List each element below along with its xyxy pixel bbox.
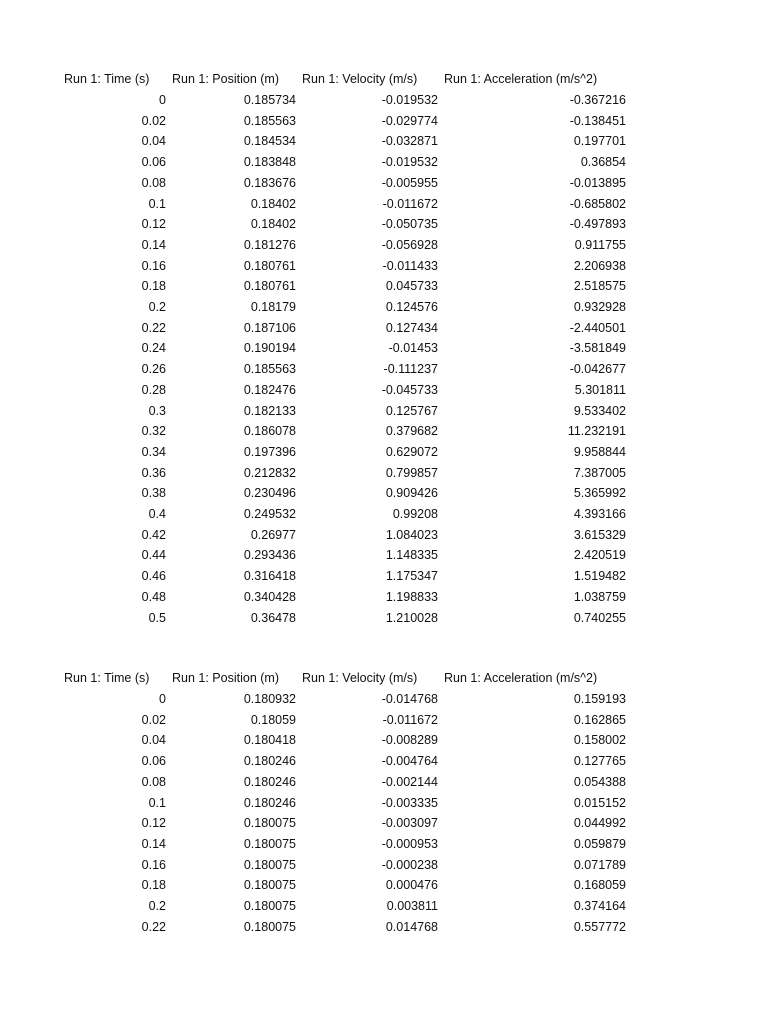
cell-acceleration: 0.374164 bbox=[573, 899, 626, 914]
cell-acceleration: 7.387005 bbox=[573, 465, 626, 480]
cell-time: 0 bbox=[159, 692, 166, 706]
cell-time: 0.5 bbox=[148, 610, 166, 625]
table-row bbox=[60, 111, 628, 132]
cell-position: 0.180075 bbox=[243, 899, 296, 914]
data-table-run-1b bbox=[60, 668, 628, 937]
cell-velocity: 0.799857 bbox=[385, 465, 438, 480]
cell-acceleration: 1.519482 bbox=[573, 569, 626, 584]
cell-position: 0.340428 bbox=[243, 589, 296, 604]
cell-acceleration: 0.159193 bbox=[573, 692, 626, 706]
cell-velocity: -0.01453 bbox=[388, 341, 438, 356]
cell-velocity: -0.011672 bbox=[382, 712, 438, 727]
table-row bbox=[60, 483, 628, 504]
cell-time: 0.08 bbox=[141, 175, 166, 190]
cell-velocity: -0.008289 bbox=[381, 733, 438, 748]
cell-time: 0.06 bbox=[141, 155, 166, 170]
cell-time: 0.04 bbox=[141, 134, 166, 149]
table-row bbox=[60, 917, 628, 938]
cell-position: 0.230496 bbox=[243, 486, 296, 501]
cell-velocity: -0.011672 bbox=[382, 196, 438, 211]
cell-position: 0.186078 bbox=[243, 424, 296, 439]
column-header-velocity: Run 1: Velocity (m/s) bbox=[302, 671, 418, 685]
cell-time: 0.22 bbox=[141, 919, 166, 934]
cell-velocity: -0.003335 bbox=[381, 795, 438, 810]
cell-acceleration: 0.740255 bbox=[573, 610, 626, 625]
cell-acceleration: 0.36854 bbox=[580, 155, 626, 170]
cell-velocity: -0.005955 bbox=[381, 175, 438, 190]
cell-time: 0.46 bbox=[141, 569, 166, 584]
cell-position: 0.180075 bbox=[243, 857, 296, 872]
cell-acceleration: 0.197701 bbox=[573, 134, 626, 149]
cell-acceleration: 0.162865 bbox=[573, 712, 626, 727]
cell-time: 0.14 bbox=[141, 237, 166, 252]
table-row bbox=[60, 566, 628, 587]
cell-acceleration: 0.054388 bbox=[573, 774, 626, 789]
column-header-time: Run 1: Time (s) bbox=[64, 72, 150, 86]
cell-time: 0.26 bbox=[141, 362, 166, 377]
column-header-position: Run 1: Position (m) bbox=[172, 72, 279, 86]
cell-position: 0.187106 bbox=[243, 320, 296, 335]
table-row bbox=[60, 194, 628, 215]
table-row bbox=[60, 380, 628, 401]
cell-position: 0.180246 bbox=[243, 774, 296, 789]
cell-acceleration: -0.367216 bbox=[569, 93, 626, 107]
table-body bbox=[60, 90, 628, 628]
cell-acceleration: -2.440501 bbox=[569, 320, 626, 335]
cell-acceleration: 9.958844 bbox=[573, 444, 626, 459]
cell-velocity: -0.045733 bbox=[381, 382, 438, 397]
cell-time: 0.28 bbox=[141, 382, 166, 397]
cell-time: 0.1 bbox=[148, 196, 166, 211]
table-row bbox=[60, 276, 628, 297]
table-row bbox=[60, 401, 628, 422]
cell-velocity: 0.629072 bbox=[385, 444, 438, 459]
table-row bbox=[60, 359, 628, 380]
cell-velocity: 1.210028 bbox=[385, 610, 438, 625]
table-header bbox=[60, 668, 628, 689]
cell-position: 0.182133 bbox=[243, 403, 296, 418]
cell-velocity: -0.000953 bbox=[381, 836, 438, 851]
cell-acceleration: -3.581849 bbox=[569, 341, 626, 356]
cell-acceleration: 2.518575 bbox=[573, 279, 626, 294]
cell-time: 0.12 bbox=[141, 816, 166, 831]
cell-acceleration: 2.420519 bbox=[573, 548, 626, 563]
cell-velocity: -0.032871 bbox=[381, 134, 438, 149]
cell-velocity: -0.056928 bbox=[381, 237, 438, 252]
cell-acceleration: 4.393166 bbox=[573, 507, 626, 522]
cell-position: 0.180246 bbox=[243, 795, 296, 810]
column-header-time: Run 1: Time (s) bbox=[64, 671, 150, 685]
cell-time: 0.1 bbox=[148, 795, 166, 810]
cell-position: 0.183848 bbox=[243, 155, 296, 170]
cell-acceleration: 0.168059 bbox=[573, 878, 626, 893]
column-header-velocity: Run 1: Velocity (m/s) bbox=[302, 72, 418, 86]
cell-time: 0.18 bbox=[141, 878, 166, 893]
cell-acceleration: 0.071789 bbox=[573, 857, 626, 872]
cell-velocity: 1.175347 bbox=[385, 569, 438, 584]
cell-position: 0.197396 bbox=[243, 444, 296, 459]
cell-time: 0.38 bbox=[141, 486, 166, 501]
cell-velocity: 1.148335 bbox=[385, 548, 438, 563]
cell-position: 0.212832 bbox=[243, 465, 296, 480]
cell-velocity: 0.125767 bbox=[385, 403, 438, 418]
cell-time: 0.16 bbox=[141, 857, 166, 872]
table-row bbox=[60, 772, 628, 793]
cell-velocity: -0.014768 bbox=[381, 692, 438, 706]
table-row bbox=[60, 545, 628, 566]
cell-position: 0.180075 bbox=[243, 878, 296, 893]
cell-time: 0.06 bbox=[141, 754, 166, 769]
table-row bbox=[60, 318, 628, 339]
cell-time: 0.36 bbox=[141, 465, 166, 480]
cell-time: 0.12 bbox=[141, 217, 166, 232]
cell-position: 0.180246 bbox=[243, 754, 296, 769]
cell-velocity: -0.050735 bbox=[381, 217, 438, 232]
cell-acceleration: 0.015152 bbox=[573, 795, 626, 810]
cell-velocity: 1.084023 bbox=[385, 527, 438, 542]
cell-time: 0.08 bbox=[141, 774, 166, 789]
table-row bbox=[60, 173, 628, 194]
table-row bbox=[60, 793, 628, 814]
cell-acceleration: -0.138451 bbox=[569, 113, 626, 128]
cell-time: 0.32 bbox=[141, 424, 166, 439]
cell-velocity: -0.000238 bbox=[381, 857, 438, 872]
table-row bbox=[60, 504, 628, 525]
cell-position: 0.180418 bbox=[243, 733, 296, 748]
cell-position: 0.293436 bbox=[243, 548, 296, 563]
cell-position: 0.185563 bbox=[243, 362, 296, 377]
cell-time: 0 bbox=[159, 93, 166, 107]
cell-acceleration: -0.685802 bbox=[569, 196, 626, 211]
table-body bbox=[60, 689, 628, 937]
table-header bbox=[60, 69, 628, 90]
cell-velocity: -0.029774 bbox=[381, 113, 438, 128]
cell-position: 0.180075 bbox=[243, 919, 296, 934]
table-row bbox=[60, 338, 628, 359]
cell-acceleration: 11.232191 bbox=[567, 424, 626, 439]
cell-acceleration: 2.206938 bbox=[573, 258, 626, 273]
cell-position: 0.185563 bbox=[243, 113, 296, 128]
cell-velocity: 0.003811 bbox=[386, 899, 438, 914]
table-row bbox=[60, 608, 628, 629]
table-row bbox=[60, 710, 628, 731]
cell-velocity: -0.002144 bbox=[381, 774, 438, 789]
cell-time: 0.18 bbox=[141, 279, 166, 294]
cell-time: 0.2 bbox=[148, 300, 166, 315]
cell-time: 0.42 bbox=[141, 527, 166, 542]
table-row bbox=[60, 90, 628, 111]
cell-time: 0.02 bbox=[141, 712, 166, 727]
cell-time: 0.34 bbox=[141, 444, 166, 459]
cell-acceleration: 0.127765 bbox=[573, 754, 626, 769]
cell-acceleration: 0.044992 bbox=[573, 816, 626, 831]
cell-position: 0.180761 bbox=[243, 279, 296, 294]
cell-acceleration: 0.557772 bbox=[573, 919, 626, 934]
cell-position: 0.18402 bbox=[250, 217, 296, 232]
cell-position: 0.316418 bbox=[243, 569, 296, 584]
cell-velocity: -0.011433 bbox=[382, 258, 438, 273]
column-header-acceleration: Run 1: Acceleration (m/s^2) bbox=[444, 671, 598, 685]
cell-time: 0.02 bbox=[141, 113, 166, 128]
cell-acceleration: -0.042677 bbox=[569, 362, 626, 377]
cell-position: 0.180075 bbox=[243, 836, 296, 851]
cell-position: 0.26977 bbox=[250, 527, 296, 542]
cell-acceleration: -0.013895 bbox=[569, 175, 626, 190]
cell-time: 0.4 bbox=[148, 507, 166, 522]
cell-position: 0.185734 bbox=[243, 93, 296, 107]
cell-velocity: 0.99208 bbox=[392, 507, 438, 522]
cell-position: 0.183676 bbox=[243, 175, 296, 190]
cell-acceleration: 0.911755 bbox=[574, 237, 626, 252]
table-row bbox=[60, 525, 628, 546]
table-row bbox=[60, 896, 628, 917]
table-row bbox=[60, 421, 628, 442]
table-row bbox=[60, 751, 628, 772]
cell-position: 0.18179 bbox=[250, 300, 296, 315]
cell-velocity: 0.127434 bbox=[385, 320, 438, 335]
header-row bbox=[60, 668, 628, 689]
cell-acceleration: 0.932928 bbox=[573, 300, 626, 315]
cell-time: 0.3 bbox=[148, 403, 166, 418]
cell-time: 0.24 bbox=[141, 341, 166, 356]
table-row bbox=[60, 297, 628, 318]
cell-position: 0.180761 bbox=[243, 258, 296, 273]
column-header-acceleration: Run 1: Acceleration (m/s^2) bbox=[444, 72, 598, 86]
table-row bbox=[60, 131, 628, 152]
table-row bbox=[60, 855, 628, 876]
table-row bbox=[60, 875, 628, 896]
cell-time: 0.44 bbox=[141, 548, 166, 563]
cell-time: 0.22 bbox=[141, 320, 166, 335]
table-row bbox=[60, 689, 628, 710]
cell-position: 0.182476 bbox=[243, 382, 296, 397]
table-row bbox=[60, 834, 628, 855]
cell-acceleration: 5.301811 bbox=[574, 382, 626, 397]
cell-velocity: 0.124576 bbox=[385, 300, 438, 315]
cell-acceleration: -0.497893 bbox=[569, 217, 626, 232]
cell-position: 0.36478 bbox=[250, 610, 296, 625]
cell-velocity: -0.111237 bbox=[383, 362, 438, 377]
cell-acceleration: 0.059879 bbox=[573, 836, 626, 851]
table-row bbox=[60, 463, 628, 484]
cell-velocity: -0.019532 bbox=[381, 93, 438, 107]
cell-time: 0.48 bbox=[141, 589, 166, 604]
cell-acceleration: 5.365992 bbox=[573, 486, 626, 501]
cell-time: 0.14 bbox=[141, 836, 166, 851]
cell-position: 0.249532 bbox=[243, 507, 296, 522]
table-row bbox=[60, 730, 628, 751]
table-row bbox=[60, 587, 628, 608]
table-row bbox=[60, 256, 628, 277]
cell-velocity: -0.019532 bbox=[381, 155, 438, 170]
cell-acceleration: 0.158002 bbox=[573, 733, 626, 748]
cell-position: 0.180932 bbox=[243, 692, 296, 706]
cell-velocity: -0.003097 bbox=[381, 816, 438, 831]
cell-velocity: 0.909426 bbox=[385, 486, 438, 501]
cell-position: 0.18059 bbox=[250, 712, 296, 727]
cell-acceleration: 3.615329 bbox=[573, 527, 626, 542]
cell-time: 0.2 bbox=[148, 899, 166, 914]
column-header-position: Run 1: Position (m) bbox=[172, 671, 279, 685]
cell-acceleration: 9.533402 bbox=[573, 403, 626, 418]
table-row bbox=[60, 813, 628, 834]
cell-time: 0.16 bbox=[141, 258, 166, 273]
cell-time: 0.04 bbox=[141, 733, 166, 748]
table-row bbox=[60, 235, 628, 256]
cell-velocity: 0.379682 bbox=[385, 424, 438, 439]
cell-position: 0.184534 bbox=[243, 134, 296, 149]
table-row bbox=[60, 214, 628, 235]
table-row bbox=[60, 152, 628, 173]
cell-velocity: 0.000476 bbox=[385, 878, 438, 893]
header-row bbox=[60, 69, 628, 90]
cell-velocity: -0.004764 bbox=[381, 754, 438, 769]
cell-position: 0.181276 bbox=[243, 237, 296, 252]
cell-velocity: 1.198833 bbox=[385, 589, 438, 604]
cell-velocity: 0.014768 bbox=[385, 919, 438, 934]
cell-position: 0.190194 bbox=[243, 341, 296, 356]
cell-velocity: 0.045733 bbox=[385, 279, 438, 294]
cell-acceleration: 1.038759 bbox=[573, 589, 626, 604]
cell-position: 0.18402 bbox=[250, 196, 296, 211]
table-row bbox=[60, 442, 628, 463]
cell-position: 0.180075 bbox=[243, 816, 296, 831]
data-table-run-1a bbox=[60, 69, 628, 628]
